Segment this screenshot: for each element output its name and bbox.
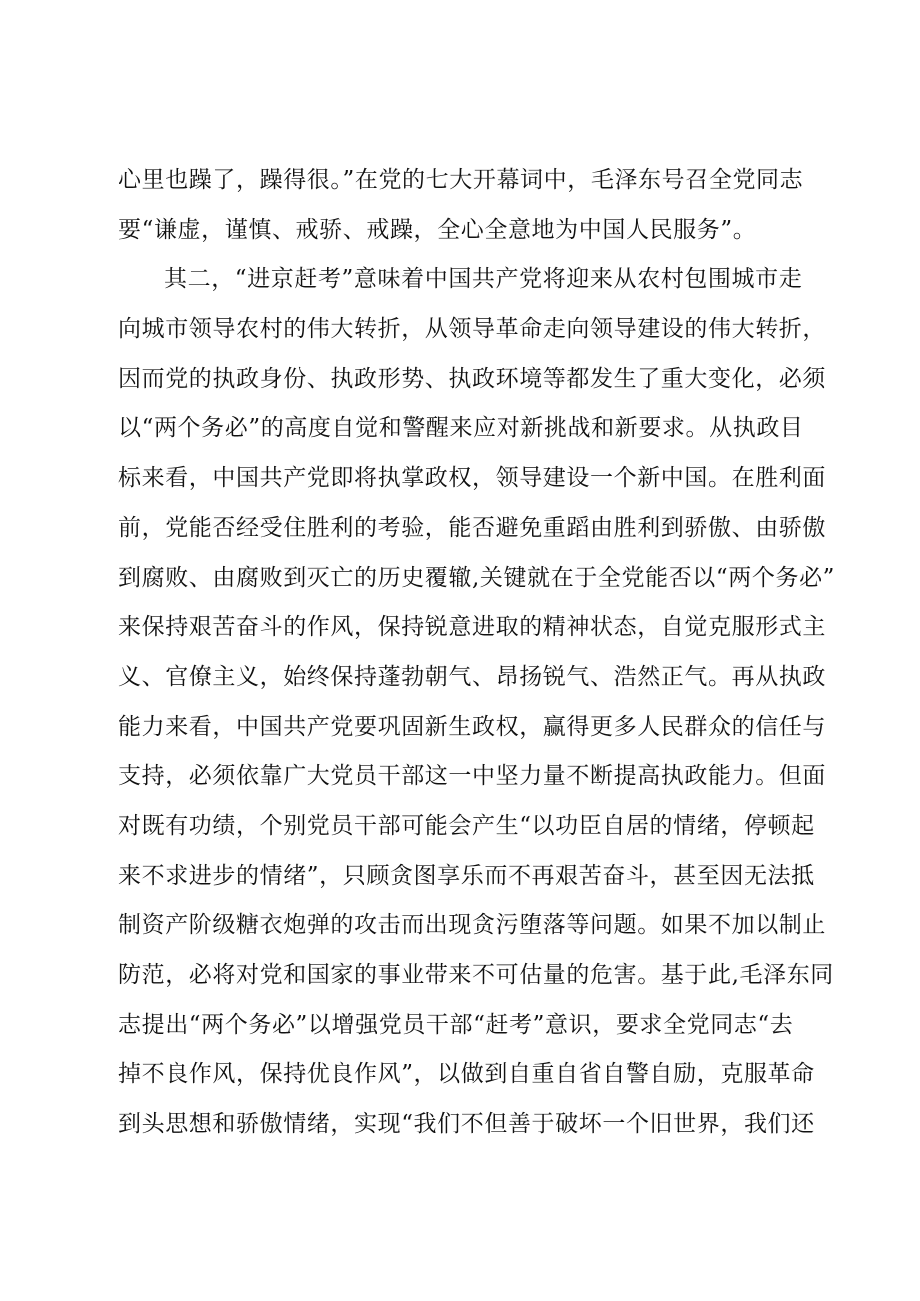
paragraph-2	[118, 255, 836, 1149]
text-line: 标来看，中国共产党即将执掌政权，领导建设一个新中国。在胜利面	[118, 465, 826, 492]
text-line: 来保持艰苦奋斗的作风，保持锐意进取的精神状态，自觉克服形式主	[118, 614, 826, 641]
text-line: 对既有功绩，个别党员干部可能会产生“以功臣自居的情绪，停顿起	[118, 812, 815, 839]
text-line: 因而党的执政身份、执政形势、执政环境等都发生了重大变化，必须	[118, 365, 826, 392]
paragraph-1	[118, 156, 808, 255]
text-line: 支持，必须依靠广大党员干部这一中坚力量不断提高执政能力。但面	[118, 763, 826, 790]
text-line: 前，党能否经受住胜利的考验，能否避免重蹈由胜利到骄傲、由骄傲	[118, 514, 826, 541]
text-line: 志提出“两个务必”以增强党员干部“赶考”意识，要求全党同志“去	[118, 1011, 794, 1038]
text-line: 掉不良作风，保持优良作风”，以做到自重自省自警自励，克服革命	[118, 1061, 815, 1088]
body-text	[118, 156, 836, 1150]
text-line: 防范，必将对党和国家的事业带来不可估量的危害。基于此,毛泽东同	[118, 962, 834, 988]
text-line: 到腐败、由腐败到灭亡的历史覆辙,关键就在于全党能否以“两个务必”	[118, 564, 836, 591]
text-line: 到头思想和骄傲情绪，实现“我们不但善于破坏一个旧世界，我们还	[118, 1111, 815, 1138]
text-line: 能力来看，中国共产党要巩固新生政权，赢得更多人民群众的信任与	[118, 713, 826, 740]
text-line: 向城市领导农村的伟大转折，从领导革命走向领导建设的伟大转折，	[118, 316, 826, 343]
text-line: 要“谦虚，谨慎、戒骄、戒躁，全心全意地为中国人民服务”。	[118, 216, 757, 243]
text-line: 制资产阶级糖衣炮弹的攻击而出现贪污堕落等问题。如果不加以制止	[118, 912, 826, 939]
text-line: 来不求进步的情绪”，只顾贪图享乐而不再艰苦奋斗，甚至因无法抵	[118, 862, 815, 889]
text-line: 其二，“进京赶考”意味着中国共产党将迎来从农村包围城市走	[164, 266, 803, 293]
text-line: 心里也躁了，躁得很。”在党的七大开幕词中，毛泽东号召全党同志	[118, 167, 804, 193]
text-line: 义、官僚主义，始终保持蓬勃朝气、昂扬锐气、浩然正气。再从执政	[118, 663, 826, 690]
text-line: 以“两个务必”的高度自觉和警醒来应对新挑战和新要求。从执政目	[118, 415, 804, 442]
